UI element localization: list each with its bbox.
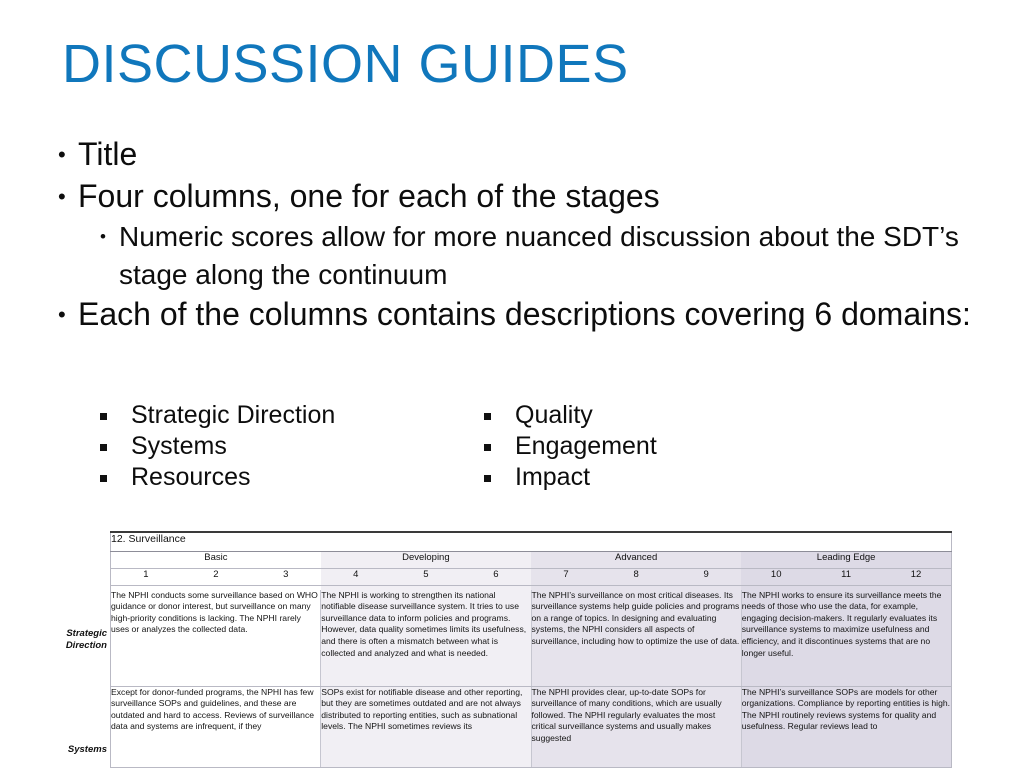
bullet-text: Title: [78, 136, 138, 172]
rubric-table: [110, 531, 952, 768]
rubric-row-labels: [57, 531, 110, 768]
domain-item: [484, 400, 860, 431]
bullet-item: [58, 134, 988, 175]
sub-bullet-item: [100, 218, 988, 294]
square-bullet-icon: [100, 475, 107, 482]
domain-label: Engagement: [515, 432, 657, 460]
bullet-text: Each of the columns contains descriptions covering 6 domains:: [78, 296, 971, 332]
bullet-marker: •: [100, 227, 106, 246]
domain-label: Systems: [131, 432, 227, 460]
score-group-leading-edge: [741, 569, 951, 586]
cell-strategic-direction-basic: The NPHI conducts some surveillance based on WHO guidance or donor interest, but surveillance on many high-priority conditions is lacking. The NPHI rarely uses or analyzes the collected data.: [111, 590, 321, 687]
rubric-stage-row: [111, 552, 952, 569]
domain-list: [100, 400, 860, 493]
bullet-marker: •: [58, 142, 66, 167]
cell-systems-basic: Except for donor-funded programs, the NPHI has few surveillance SOPs and guidelines, and these are outdated and hard to access. Reviews of surveillance data and systems are infrequent, if they: [111, 686, 321, 767]
page-title: DISCUSSION GUIDES: [62, 34, 629, 94]
bullet-text: Four columns, one for each of the stages: [78, 178, 660, 214]
domain-item: [484, 462, 860, 493]
square-bullet-icon: [100, 413, 107, 420]
domain-label: Strategic Direction: [131, 401, 336, 429]
stage-header-advanced: Advanced: [531, 552, 741, 569]
sub-bullet-text: Numeric scores allow for more nuanced discussion about the SDT’s stage along the continuum: [119, 221, 959, 290]
score-group-developing: [321, 569, 531, 586]
stage-header-leading-edge: Leading Edge: [741, 552, 951, 569]
cell-strategic-direction-leading-edge: The NPHI works to ensure its surveillance meets the needs of those who use the data, for example, engaging decision-makers. It regularly evaluates its surveillance systems to maximize usefulness and efficiency, and it discontinues systems that are no longer useful.: [741, 590, 951, 687]
domain-item: [484, 431, 860, 462]
domain-label: Impact: [515, 463, 591, 491]
domain-label: Resources: [131, 463, 251, 491]
rubric-title-row: [111, 532, 952, 552]
score-group-basic: [111, 569, 321, 586]
bullet-list: [58, 134, 988, 336]
cell-systems-leading-edge: The NPHI’s surveillance SOPs are models for other organizations. Compliance by reporting entities is high. The NPHI routinely reviews systems for quality and usefulness. Regular reviews lead to: [741, 686, 951, 767]
bullet-marker: •: [58, 302, 66, 327]
cell-strategic-direction-advanced: The NPHI’s surveillance on most critical diseases. Its surveillance systems help guide policies and programs on a range of topics. In designing and evaluating systems, the NPHI considers all aspects of surveillance, including how to optimize the use of data.: [531, 590, 741, 687]
score-value: 1: [143, 569, 149, 581]
score-value: 9: [703, 569, 709, 581]
domain-column-left: [100, 400, 476, 493]
domain-item: [100, 462, 476, 493]
domain-label: Quality: [515, 401, 593, 429]
domain-item: [100, 400, 476, 431]
domain-column-right: [476, 400, 860, 493]
cell-systems-advanced: The NPHI provides clear, up-to-date SOPs for surveillance of many conditions, which are usually followed. The NPHI regularly evaluates the most critical surveillance systems and usually makes suggested: [531, 686, 741, 767]
score-value: 8: [633, 569, 639, 581]
rubric-title: 12. Surveillance: [111, 532, 952, 552]
stage-header-basic: Basic: [111, 552, 321, 569]
domain-item: [100, 431, 476, 462]
score-value: 11: [841, 569, 852, 581]
score-value: 12: [910, 569, 922, 581]
score-value: 2: [213, 569, 219, 581]
score-value: 4: [353, 569, 359, 581]
score-value: 5: [423, 569, 429, 581]
table-row: [111, 590, 952, 687]
score-value: 3: [283, 569, 289, 581]
rubric-score-row: [111, 569, 952, 586]
row-label-systems: Systems: [67, 744, 107, 755]
square-bullet-icon: [484, 413, 491, 420]
score-value: 10: [770, 569, 782, 581]
cell-strategic-direction-developing: The NPHI is working to strengthen its national notifiable disease surveillance system. It tries to use surveillance data to inform policies and programs. However, data quality sometimes limits its usefulness, and there is often a mismatch between what is collected and analyzed and what is needed.: [321, 590, 531, 687]
bullet-item: [58, 176, 988, 217]
score-value: 7: [563, 569, 569, 581]
square-bullet-icon: [484, 444, 491, 451]
score-group-advanced: [531, 569, 741, 586]
stage-header-developing: Developing: [321, 552, 531, 569]
bullet-marker: •: [58, 184, 66, 209]
table-row: [111, 686, 952, 767]
score-value: 6: [493, 569, 499, 581]
rubric-table-region: [57, 531, 952, 768]
square-bullet-icon: [100, 444, 107, 451]
bullet-item: [58, 294, 988, 335]
square-bullet-icon: [484, 475, 491, 482]
cell-systems-developing: SOPs exist for notifiable disease and other reporting, but they are sometimes outdated and are not always distributed to reporting entities, such as subnational levels. The NPHI sometimes reviews its: [321, 686, 531, 767]
row-label-strategic-direction: Strategic Direction: [65, 628, 107, 651]
